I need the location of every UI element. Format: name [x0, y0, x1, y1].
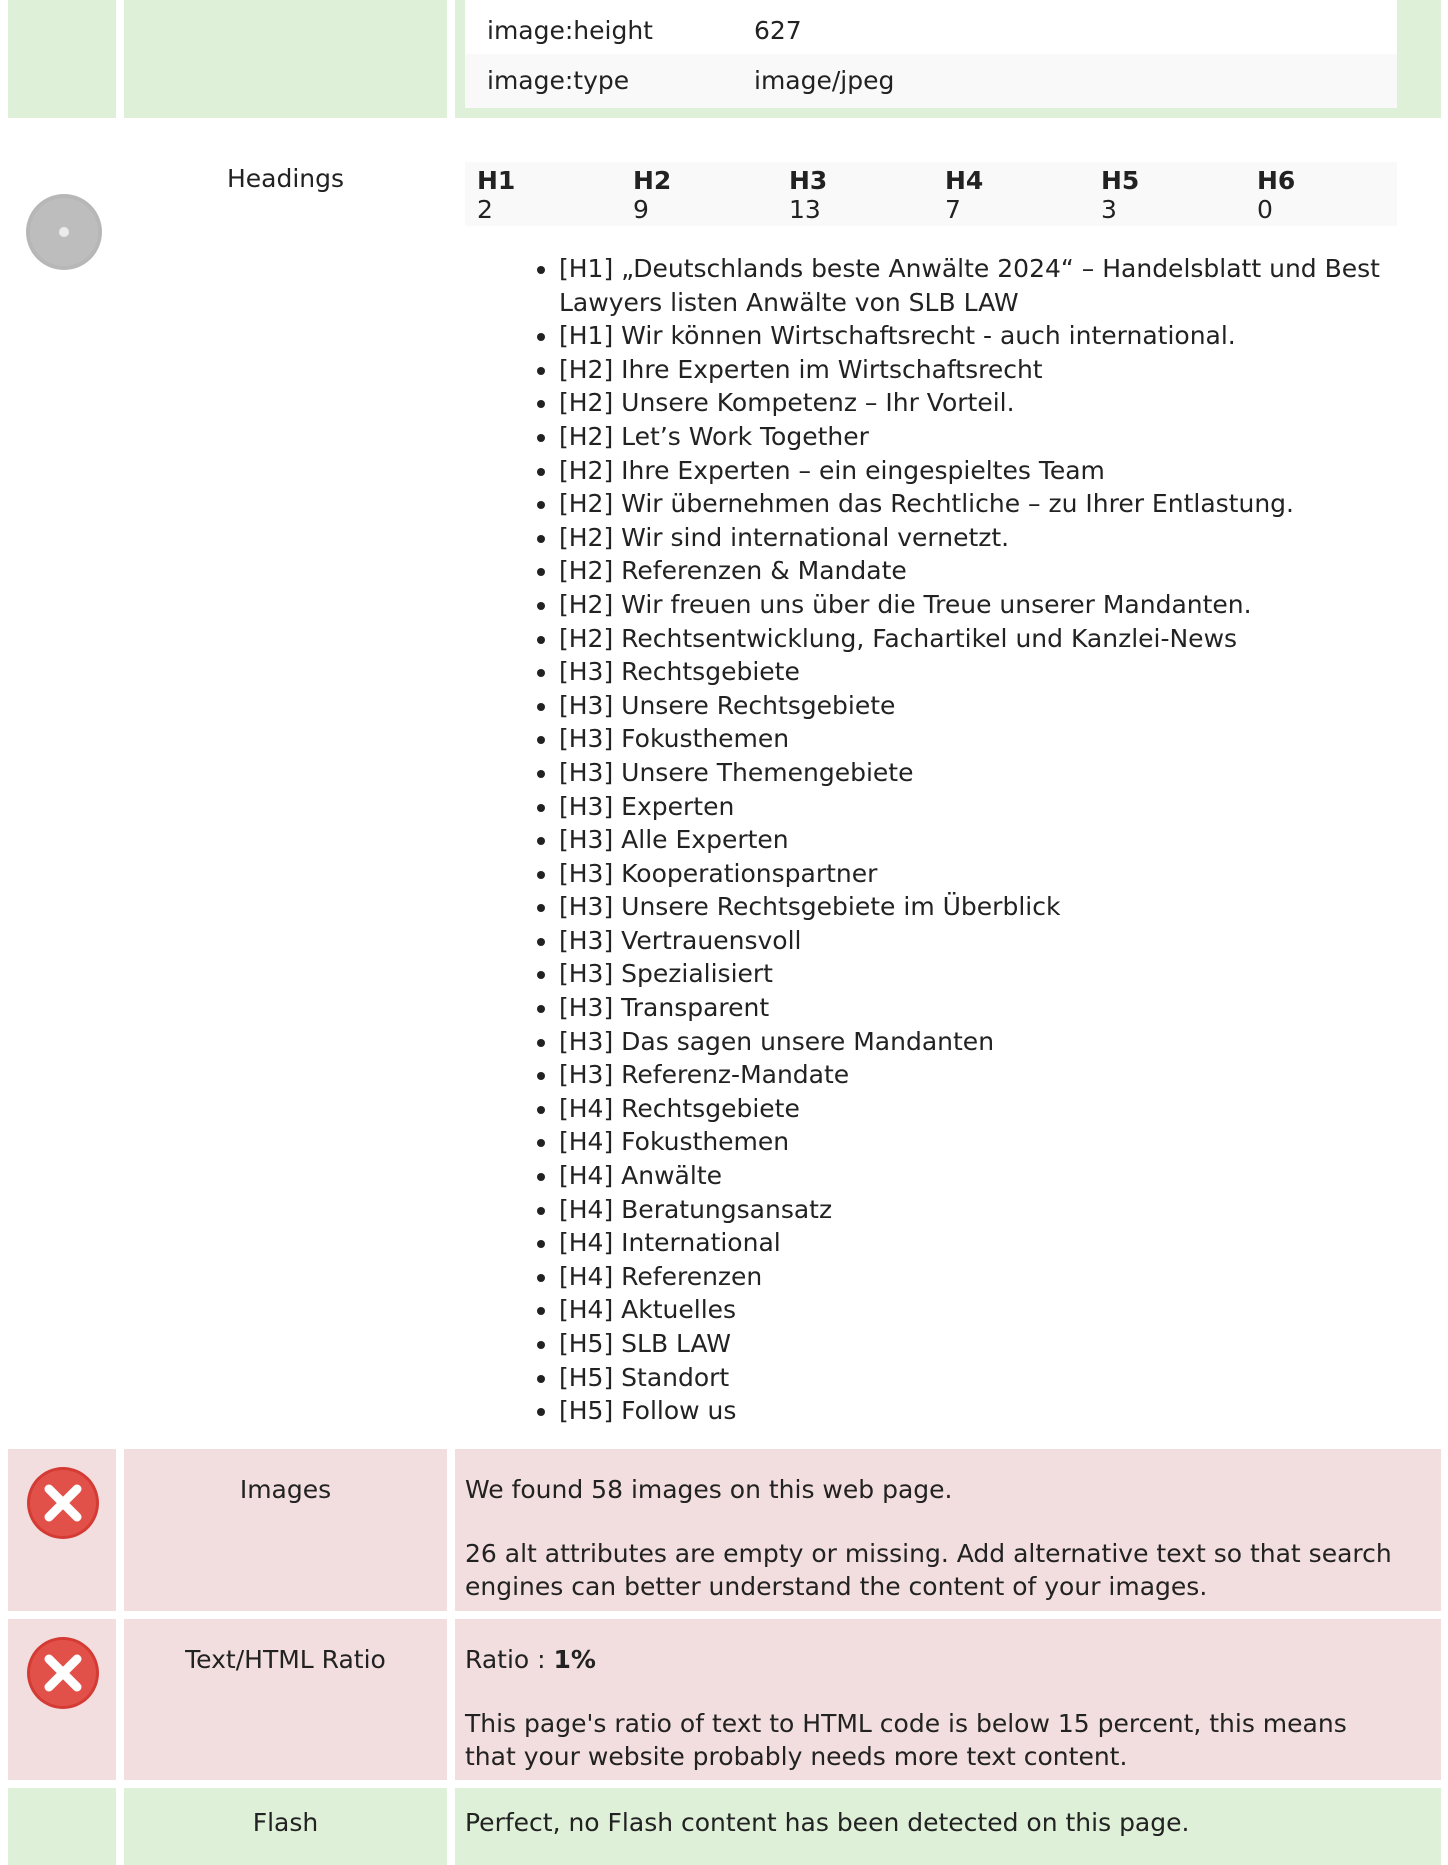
list-item: • [H4] International: [559, 1226, 1439, 1260]
list-item: • [H4] Referenzen: [559, 1260, 1439, 1294]
heading-tag: H6: [1257, 166, 1296, 195]
flash-text: Perfect, no Flash content has been detected on this page.: [465, 1808, 1190, 1837]
meta-value: 627: [754, 16, 802, 45]
heading-count-h4: [945, 166, 983, 224]
list-item: • [H2] Wir sind international vernetzt.: [559, 521, 1439, 555]
headings-row: [0, 126, 1448, 1440]
list-item: • [H2] Unsere Kompetenz – Ihr Vorteil.: [559, 386, 1439, 420]
list-item: • [H3] Fokusthemen: [559, 722, 1439, 756]
headings-list: [537, 252, 1439, 1428]
error-x-icon: [25, 1635, 103, 1713]
heading-tag: H2: [633, 166, 672, 195]
list-item: • [H3] Unsere Themengebiete: [559, 756, 1439, 790]
meta-value: image/jpeg: [754, 66, 895, 95]
heading-tag: H5: [1101, 166, 1140, 195]
meta-key: image:height: [487, 16, 653, 45]
list-item: • [H5] Standort: [559, 1361, 1439, 1395]
meta-table-row: [465, 0, 1397, 54]
heading-tag: H3: [789, 166, 828, 195]
heading-count-h2: [633, 166, 671, 224]
meta-label-cell: [124, 0, 447, 118]
heading-count: 3: [1101, 195, 1117, 224]
list-item: • [H3] Spezialisiert: [559, 957, 1439, 991]
list-item: • [H4] Fokusthemen: [559, 1125, 1439, 1159]
heading-count: 13: [789, 195, 821, 224]
meta-content-cell: [455, 0, 1441, 118]
list-item: • [H3] Vertrauensvoll: [559, 924, 1439, 958]
heading-count: 2: [477, 195, 493, 224]
heading-count: 0: [1257, 195, 1273, 224]
list-item: • [H5] SLB LAW: [559, 1327, 1439, 1361]
heading-count-h5: [1101, 166, 1139, 224]
flash-label-cell: [124, 1788, 447, 1865]
heading-count: 7: [945, 195, 961, 224]
list-item: • [H2] Let’s Work Together: [559, 420, 1439, 454]
list-item: • [H4] Rechtsgebiete: [559, 1092, 1439, 1126]
list-item: • [H3] Referenz-Mandate: [559, 1058, 1439, 1092]
list-item: • [H1] Wir können Wirtschaftsrecht - auch international.: [559, 319, 1439, 353]
ratio-prefix: Ratio :: [465, 1645, 554, 1674]
meta-status-cell: [8, 0, 116, 118]
headings-count-table: [465, 162, 1397, 226]
list-item: • [H2] Rechtsentwicklung, Fachartikel und Kanzlei-News: [559, 622, 1439, 656]
list-item: • [H3] Unsere Rechtsgebiete: [559, 689, 1439, 723]
heading-tag: H4: [945, 166, 984, 195]
headings-status-cell: [8, 126, 116, 1440]
heading-tag: H1: [477, 166, 516, 195]
list-item: • [H1] „Deutschlands beste Anwälte 2024“ – Handelsblatt und Best Lawyers listen Anwälte von SLB LAW: [559, 252, 1439, 319]
list-item: • [H2] Ihre Experten – ein eingespieltes Team: [559, 454, 1439, 488]
list-item: • [H3] Das sagen unsere Mandanten: [559, 1025, 1439, 1059]
meta-table: [465, 0, 1397, 108]
meta-key: image:type: [487, 66, 630, 95]
list-item: • [H4] Anwälte: [559, 1159, 1439, 1193]
images-content-cell: [455, 1449, 1441, 1611]
headings-content-cell: [455, 126, 1441, 1440]
ratio-description: This page's ratio of text to HTML code is below 15 percent, this means that your website probably needs more text content.: [465, 1709, 1347, 1771]
error-x-icon: [25, 1465, 103, 1543]
heading-count-h1: [477, 166, 515, 224]
headings-label-cell: [124, 126, 447, 1440]
neutral-disc-icon: [24, 192, 102, 270]
list-item: • [H2] Wir freuen uns über die Treue unserer Mandanten.: [559, 588, 1439, 622]
list-item: • [H2] Wir übernehmen das Rechtliche – zu Ihrer Entlastung.: [559, 487, 1439, 521]
meta-tags-row: [0, 0, 1448, 118]
heading-count-h3: [789, 166, 827, 224]
images-alt-warning: 26 alt attributes are empty or missing. Add alternative text so that search engines can better understand the content of your images.: [465, 1539, 1392, 1601]
ratio-status-cell: [8, 1619, 116, 1780]
ratio-label: Text/HTML Ratio: [185, 1645, 386, 1674]
images-row: [0, 1449, 1448, 1611]
ratio-row: [0, 1619, 1448, 1780]
ratio-label-cell: [124, 1619, 447, 1780]
meta-table-row: [465, 54, 1397, 108]
list-item: • [H4] Beratungsansatz: [559, 1193, 1439, 1227]
ratio-value: 1%: [553, 1645, 596, 1674]
headings-label: Headings: [226, 164, 345, 193]
list-item: • [H3] Experten: [559, 790, 1439, 824]
flash-row: [0, 1788, 1448, 1865]
images-count-text: We found 58 images on this web page.: [465, 1475, 953, 1504]
images-label-cell: [124, 1449, 447, 1611]
images-label: Images: [239, 1475, 332, 1504]
list-item: • [H5] Follow us: [559, 1394, 1439, 1428]
list-item: • [H3] Unsere Rechtsgebiete im Überblick: [559, 890, 1439, 924]
ratio-value-line: [465, 1645, 596, 1674]
flash-label: Flash: [252, 1808, 319, 1837]
flash-status-cell: [8, 1788, 116, 1865]
flash-content-cell: [455, 1788, 1441, 1865]
images-status-cell: [8, 1449, 116, 1611]
list-item: • [H2] Referenzen & Mandate: [559, 554, 1439, 588]
list-item: • [H3] Rechtsgebiete: [559, 655, 1439, 689]
ratio-content-cell: [455, 1619, 1441, 1780]
list-item: • [H3] Kooperationspartner: [559, 857, 1439, 891]
list-item: • [H3] Transparent: [559, 991, 1439, 1025]
heading-count-h6: [1257, 166, 1295, 224]
list-item: • [H3] Alle Experten: [559, 823, 1439, 857]
list-item: • [H4] Aktuelles: [559, 1293, 1439, 1327]
heading-count: 9: [633, 195, 649, 224]
list-item: • [H2] Ihre Experten im Wirtschaftsrecht: [559, 353, 1439, 387]
